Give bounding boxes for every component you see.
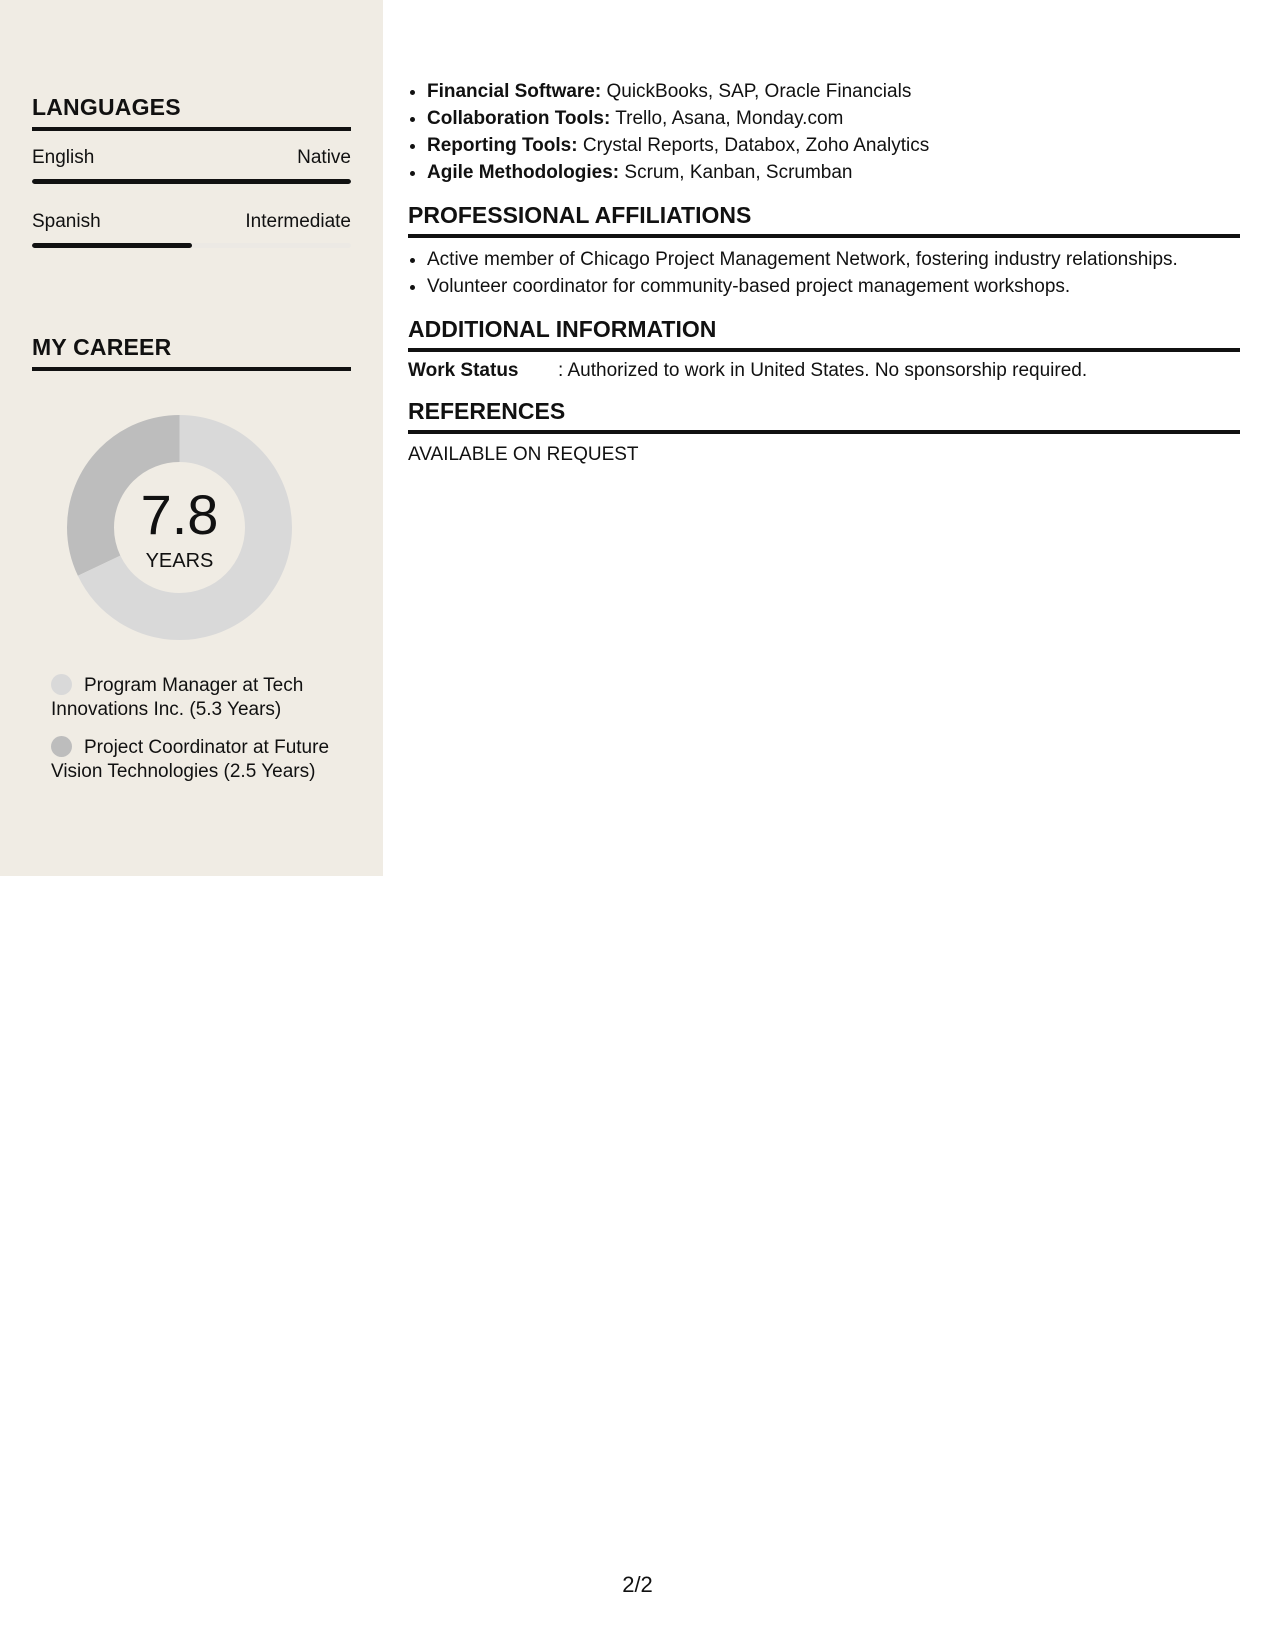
language-proficiency-fill	[32, 243, 192, 248]
legend-swatch	[51, 736, 72, 757]
languages-section	[32, 94, 351, 248]
career-total-unit: YEARS	[145, 550, 214, 572]
legend-label: Project Coordinator at Future Vision Technologies (2.5 Years)	[51, 737, 330, 782]
references-heading: REFERENCES	[408, 398, 1240, 434]
skill-label: Reporting Tools:	[427, 135, 578, 156]
legend-item	[51, 674, 341, 722]
language-proficiency-bar	[32, 179, 351, 184]
sidebar	[0, 0, 383, 876]
career-donut-chart	[67, 415, 292, 640]
language-level: Intermediate	[245, 211, 351, 232]
language-name: English	[32, 147, 95, 168]
work-status-row	[408, 360, 1240, 382]
career-heading: MY CAREER	[32, 334, 351, 371]
skills-list	[408, 78, 1240, 186]
work-status-label: Work Status	[408, 360, 519, 381]
career-legend	[51, 674, 341, 798]
main-content	[408, 78, 1240, 466]
language-item-english	[32, 147, 351, 184]
list-item	[427, 105, 1240, 132]
languages-heading: LANGUAGES	[32, 94, 351, 131]
legend-swatch	[51, 674, 72, 695]
affiliations-list	[408, 246, 1240, 300]
skill-value: Trello, Asana, Monday.com	[615, 108, 844, 129]
affiliations-heading: PROFESSIONAL AFFILIATIONS	[408, 202, 1240, 238]
skill-label: Agile Methodologies:	[427, 162, 620, 183]
skill-value: QuickBooks, SAP, Oracle Financials	[606, 81, 912, 102]
list-item: • Volunteer coordinator for community-based project management workshops.	[427, 273, 1240, 300]
language-name: Spanish	[32, 211, 101, 232]
career-section	[32, 334, 351, 371]
language-item-spanish	[32, 211, 351, 248]
language-proficiency-fill	[32, 179, 351, 184]
language-level: Native	[297, 147, 351, 168]
work-status-value: : Authorized to work in United States. No sponsorship required.	[558, 360, 1088, 381]
list-item	[427, 78, 1240, 105]
list-item	[427, 132, 1240, 159]
legend-label: Program Manager at Tech Innovations Inc. (5.3 Years)	[51, 675, 304, 720]
skill-value: Crystal Reports, Databox, Zoho Analytics	[582, 135, 930, 156]
list-item	[427, 159, 1240, 186]
list-item: • Active member of Chicago Project Management Network, fostering industry relationships.	[427, 246, 1240, 273]
donut-center	[67, 415, 292, 640]
skill-label: Financial Software:	[427, 81, 602, 102]
skill-value: Scrum, Kanban, Scrumban	[624, 162, 853, 183]
references-text: AVAILABLE ON REQUEST	[408, 444, 639, 465]
legend-item	[51, 736, 341, 784]
references-section	[408, 398, 1240, 466]
career-total-years: 7.8	[140, 483, 219, 546]
additional-info-heading: ADDITIONAL INFORMATION	[408, 316, 1240, 352]
skill-label: Collaboration Tools:	[427, 108, 611, 129]
language-proficiency-bar	[32, 243, 351, 248]
additional-info-section	[408, 316, 1240, 382]
affiliations-section	[408, 202, 1240, 300]
page-number: 2/2	[622, 1572, 653, 1597]
